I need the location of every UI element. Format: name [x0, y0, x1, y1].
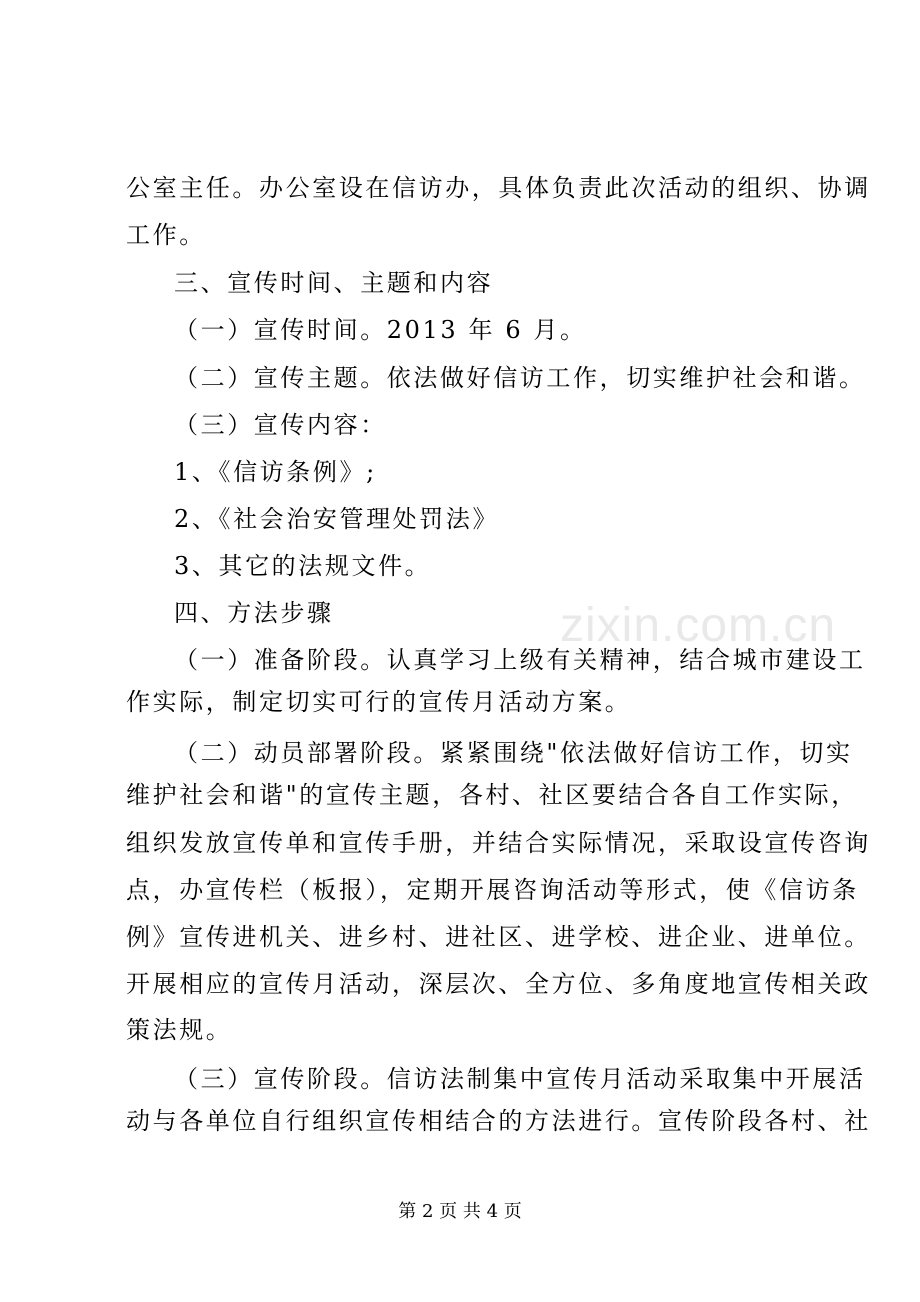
text-line-13: （二）动员部署阶段。紧紧围绕"依法做好信访工作，切实 — [174, 739, 853, 767]
list-item-3: 3、其它的法规文件。 — [174, 552, 432, 580]
section-heading-4: 四、方法步骤 — [174, 599, 334, 627]
text-line-18: 开展相应的宣传月活动，深层次、全方位、多角度地宣传相关政 — [126, 970, 871, 998]
text-line-21: 动与各单位自行组织宣传相结合的方法进行。宣传阶段各村、社 — [126, 1107, 871, 1135]
text-line-17: 例》宣传进机关、进乡村、进社区、进学校、进企业、进单位。 — [126, 923, 871, 951]
list-item-2: 2、《社会治安管理处罚法》 — [174, 505, 500, 533]
text-line-14: 维护社会和谐"的宣传主题，各村、社区要结合各自工作实际， — [126, 781, 858, 809]
text-line-16: 点，办宣传栏（板报），定期开展咨询活动等形式，使《信访条 — [126, 876, 859, 904]
text-line-20: （三）宣传阶段。信访法制集中宣传月活动采取集中开展活 — [174, 1065, 866, 1093]
watermark: zixin.com.cn — [560, 599, 837, 652]
list-item-1: 1、《信访条例》; — [174, 458, 377, 486]
text-line-6: （三）宣传内容： — [174, 411, 387, 439]
text-line-11: （一）准备阶段。认真学习上级有关精神，结合城市建设工 — [174, 646, 866, 674]
text-line-5: （二）宣传主题。依法做好信访工作，切实维护社会和谐。 — [174, 364, 866, 392]
text-line-1: 公室主任。办公室设在信访办，具体负责此次活动的组织、协调 — [126, 174, 871, 202]
text-line-19: 策法规。 — [126, 1016, 233, 1044]
text-line-15: 组织发放宣传单和宣传手册，并结合实际情况，采取设宣传咨询 — [126, 829, 871, 857]
text-line-4: （一）宣传时间。2013 年 6 月。 — [174, 316, 587, 344]
page-footer: 第 2 页 共 4 页 — [398, 1201, 522, 1222]
section-heading-3: 三、宣传时间、主题和内容 — [174, 269, 494, 297]
text-line-2: 工作。 — [126, 221, 206, 249]
text-line-12: 作实际，制定切实可行的宣传月活动方案。 — [126, 688, 632, 716]
